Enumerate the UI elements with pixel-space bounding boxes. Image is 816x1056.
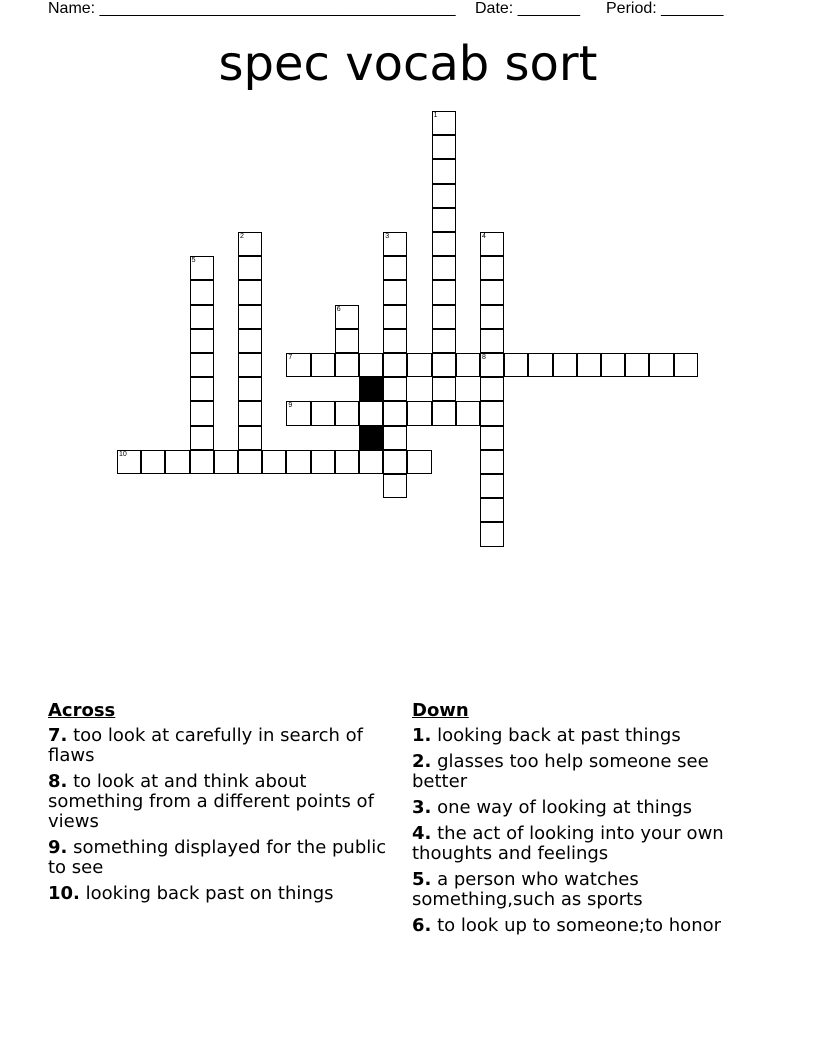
- clue-down-3: [412, 798, 757, 818]
- grid-cell[interactable]: [286, 450, 310, 474]
- clue-down-2: [412, 752, 757, 792]
- grid-cell[interactable]: [432, 353, 456, 377]
- grid-cell[interactable]: [383, 256, 407, 280]
- clue-number-label: 2: [240, 233, 244, 240]
- grid-cell[interactable]: [190, 426, 214, 450]
- grid-cell[interactable]: [432, 280, 456, 304]
- grid-cell[interactable]: [359, 401, 383, 425]
- clue-text: the act of looking into your own thoughts and feelings: [412, 823, 724, 864]
- grid-cell[interactable]: [480, 305, 504, 329]
- grid-cell[interactable]: [335, 353, 359, 377]
- clue-number-label: 9: [288, 402, 293, 410]
- grid-cell[interactable]: [383, 232, 407, 256]
- clue-text: something displayed for the public to see: [48, 837, 387, 878]
- grid-cell[interactable]: [262, 450, 286, 474]
- clue-across-8: [48, 772, 403, 832]
- grid-cell[interactable]: [383, 450, 407, 474]
- clue-number: 6.: [412, 915, 432, 936]
- grid-cell[interactable]: [190, 256, 214, 280]
- grid-cell[interactable]: [432, 159, 456, 183]
- period-field-label: Period: _______: [606, 0, 724, 17]
- clue-number: 5.: [412, 869, 432, 890]
- clue-number-label: 7: [288, 354, 293, 361]
- clue-across-9: [48, 838, 403, 878]
- clue-text: too look at carefully in search of flaws: [48, 725, 364, 766]
- grid-cell[interactable]: [456, 353, 480, 377]
- grid-cell[interactable]: [383, 280, 407, 304]
- grid-cell[interactable]: [238, 450, 262, 474]
- grid-cell[interactable]: [117, 450, 141, 474]
- grid-cell[interactable]: [286, 401, 310, 425]
- clue-text: a person who watches something,such as sports: [412, 869, 643, 910]
- clue-across-10: [48, 884, 403, 904]
- clue-down-1: [412, 726, 757, 746]
- grid-cell[interactable]: [407, 450, 431, 474]
- grid-cell[interactable]: [480, 401, 504, 425]
- across-clues: [48, 700, 403, 910]
- grid-cell[interactable]: [407, 353, 431, 377]
- grid-cell[interactable]: [432, 401, 456, 425]
- date-field-label: Date: _______: [475, 0, 580, 17]
- clue-number-label: 5: [191, 257, 196, 265]
- clue-number: 7.: [48, 725, 68, 746]
- grid-cell[interactable]: [190, 401, 214, 425]
- grid-cell[interactable]: [238, 401, 262, 425]
- grid-cell[interactable]: [480, 329, 504, 353]
- grid-cell[interactable]: [238, 305, 262, 329]
- grid-cell[interactable]: [674, 353, 698, 377]
- name-field-label: Name: ________________________________________: [48, 0, 456, 17]
- clue-number-label: 10: [119, 450, 127, 458]
- clue-down-6: [412, 916, 757, 936]
- grid-cell[interactable]: [238, 256, 262, 280]
- clue-text: glasses too help someone see better: [412, 751, 709, 792]
- grid-block: [359, 426, 383, 450]
- grid-cell[interactable]: [432, 329, 456, 353]
- grid-cell[interactable]: [577, 353, 601, 377]
- across-heading: Across: [48, 700, 116, 721]
- grid-cell[interactable]: [190, 377, 214, 401]
- grid-cell[interactable]: [335, 329, 359, 353]
- clue-number-label: 4: [482, 233, 486, 240]
- grid-cell[interactable]: [383, 426, 407, 450]
- grid-cell[interactable]: [432, 377, 456, 401]
- grid-cell[interactable]: [432, 232, 456, 256]
- clue-number-label: 6: [336, 305, 341, 313]
- grid-cell[interactable]: [456, 401, 480, 425]
- grid-cell[interactable]: [383, 353, 407, 377]
- grid-cell[interactable]: [480, 450, 504, 474]
- grid-cell[interactable]: [383, 401, 407, 425]
- grid-cell[interactable]: [480, 280, 504, 304]
- clue-text: one way of looking at things: [437, 797, 693, 818]
- grid-cell[interactable]: [383, 377, 407, 401]
- grid-block: [359, 377, 383, 401]
- grid-cell[interactable]: [480, 353, 504, 377]
- grid-cell[interactable]: [238, 426, 262, 450]
- grid-cell[interactable]: [238, 280, 262, 304]
- grid-cell[interactable]: [480, 474, 504, 498]
- grid-cell[interactable]: [383, 329, 407, 353]
- clue-down-4: [412, 824, 757, 864]
- grid-cell[interactable]: [238, 353, 262, 377]
- grid-cell[interactable]: [480, 377, 504, 401]
- grid-cell[interactable]: [190, 280, 214, 304]
- grid-cell[interactable]: [601, 353, 625, 377]
- grid-cell[interactable]: [504, 353, 528, 377]
- grid-cell[interactable]: [190, 353, 214, 377]
- down-heading: Down: [412, 700, 469, 721]
- grid-cell[interactable]: [311, 450, 335, 474]
- grid-cell[interactable]: [480, 256, 504, 280]
- grid-cell[interactable]: [383, 474, 407, 498]
- grid-cell[interactable]: [238, 329, 262, 353]
- clue-down-5: [412, 870, 757, 910]
- clue-number: 1.: [412, 725, 432, 746]
- grid-cell[interactable]: [407, 401, 431, 425]
- grid-cell[interactable]: [432, 208, 456, 232]
- clue-text: looking back past on things: [85, 883, 334, 904]
- clue-number: 2.: [412, 751, 432, 772]
- grid-cell[interactable]: [190, 329, 214, 353]
- grid-cell[interactable]: [649, 353, 673, 377]
- grid-cell[interactable]: [432, 305, 456, 329]
- clue-number-label: 8: [482, 354, 486, 361]
- grid-cell[interactable]: [480, 522, 504, 546]
- clue-text: to look up to someone;to honor: [437, 915, 722, 936]
- grid-cell[interactable]: [141, 450, 165, 474]
- clue-across-7: [48, 726, 403, 766]
- grid-cell[interactable]: [553, 353, 577, 377]
- down-clues: [412, 700, 757, 942]
- grid-cell[interactable]: [432, 111, 456, 135]
- grid-cell[interactable]: [311, 401, 335, 425]
- grid-cell[interactable]: [311, 353, 335, 377]
- grid-cell[interactable]: [238, 377, 262, 401]
- clue-number-label: 1: [433, 112, 438, 119]
- grid-cell[interactable]: [165, 450, 189, 474]
- grid-cell[interactable]: [335, 305, 359, 329]
- clue-number: 4.: [412, 823, 432, 844]
- grid-cell[interactable]: [432, 184, 456, 208]
- grid-cell[interactable]: [335, 401, 359, 425]
- grid-cell[interactable]: [190, 305, 214, 329]
- grid-cell[interactable]: [480, 498, 504, 522]
- grid-cell[interactable]: [432, 256, 456, 280]
- grid-cell[interactable]: [214, 450, 238, 474]
- grid-cell[interactable]: [432, 135, 456, 159]
- clue-text: to look at and think about something from a different points of views: [48, 771, 374, 832]
- grid-cell[interactable]: [480, 426, 504, 450]
- clue-number: 3.: [412, 797, 432, 818]
- grid-cell[interactable]: [625, 353, 649, 377]
- grid-cell[interactable]: [359, 450, 383, 474]
- clue-number-label: 3: [385, 233, 390, 240]
- grid-cell[interactable]: [335, 450, 359, 474]
- clue-number: 9.: [48, 837, 68, 858]
- clue-number: 10.: [48, 883, 80, 904]
- grid-cell[interactable]: [286, 353, 310, 377]
- puzzle-title: spec vocab sort: [218, 36, 598, 92]
- grid-cell[interactable]: [238, 232, 262, 256]
- grid-cell[interactable]: [190, 450, 214, 474]
- grid-cell[interactable]: [528, 353, 552, 377]
- clue-number: 8.: [48, 771, 68, 792]
- grid-cell[interactable]: [383, 305, 407, 329]
- grid-cell[interactable]: [480, 232, 504, 256]
- clue-text: looking back at past things: [437, 725, 681, 746]
- grid-cell[interactable]: [359, 353, 383, 377]
